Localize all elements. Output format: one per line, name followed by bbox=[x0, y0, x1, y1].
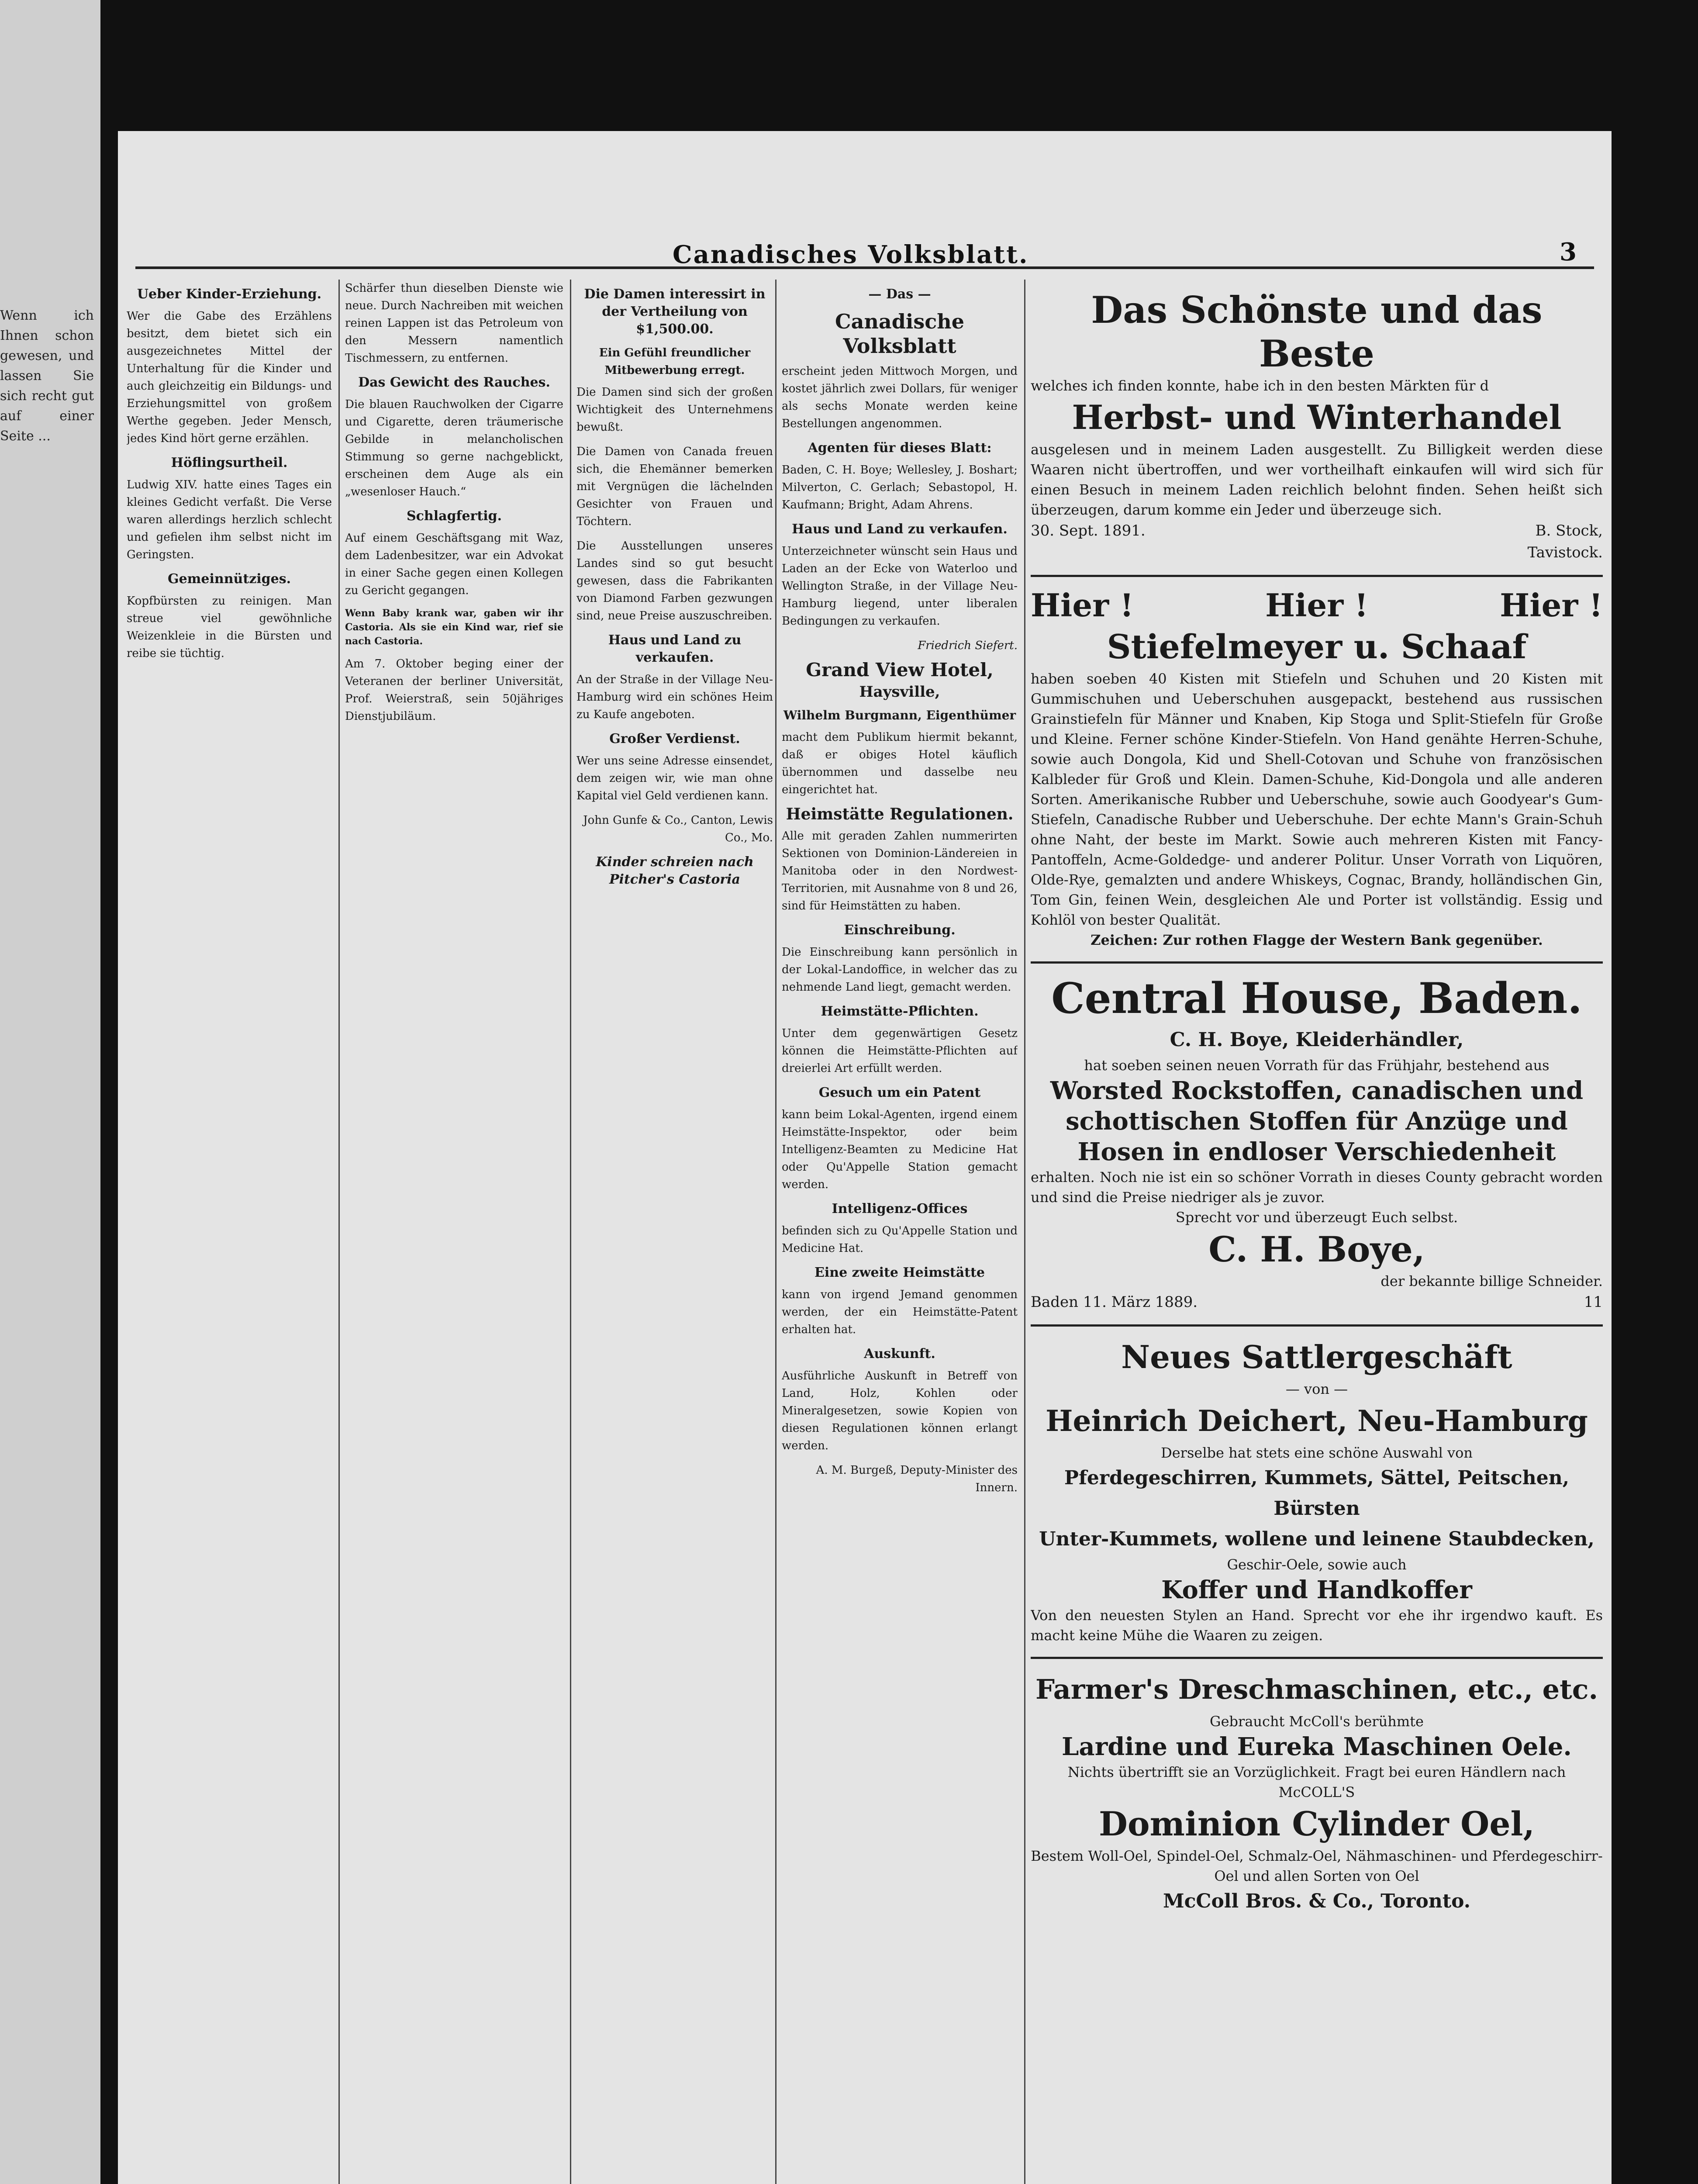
article-body: Ausführliche Auskunft in Betreff von Land, Holz, Kohlen oder Mineralgesetzen, sowie Kopien von diesen Regulationen können erlangt werden. bbox=[782, 1369, 1018, 1452]
ad-name: Heinrich Deichert, Neu-Hamburg bbox=[1046, 1404, 1588, 1438]
article-signature: Friedrich Siefert. bbox=[918, 639, 1018, 652]
section-heading: Eine zweite Heimstätte bbox=[814, 1265, 985, 1280]
column-2 bbox=[345, 280, 563, 2184]
article-body: Auf einem Geschäftsgang mit Waz, dem Ladenbesitzer, war ein Advokat in einer Sache gegen einen Kollegen zu Gericht gegangen. bbox=[345, 532, 563, 597]
ad-place: Tavistock. bbox=[1527, 544, 1603, 561]
ad-sign: Zeichen: Zur rothen Flagge der Western Bank gegenüber. bbox=[1091, 932, 1543, 948]
ad-tagline: der bekannte billige Schneider. bbox=[1380, 1273, 1603, 1289]
article-headline: Großer Verdienst. bbox=[609, 731, 740, 746]
adjacent-page-edge bbox=[0, 0, 100, 2184]
article-subheadline: Ein Gefühl freundlicher Mitbewerbung erregt. bbox=[599, 346, 751, 377]
ad-name: C. H. Boye, bbox=[1208, 1229, 1425, 1270]
section-heading: Intelligenz-Offices bbox=[832, 1201, 968, 1216]
ad-maker: McColl Bros. & Co., Toronto. bbox=[1163, 1890, 1471, 1912]
ad-headline: Beste bbox=[1259, 332, 1374, 375]
ad-text: Gebraucht McColl's berühmte bbox=[1210, 1713, 1424, 1730]
article-headline: Ueber Kinder-Erziehung. bbox=[137, 287, 322, 302]
article-body: kann von irgend Jemand genommen werden, der ein Heimstätte-Patent erhalten hat. bbox=[782, 1288, 1018, 1336]
ad-merchant: C. H. Boye, Kleiderhändler, bbox=[1170, 1029, 1464, 1051]
page-number: 3 bbox=[1560, 238, 1577, 266]
article-headline: Die Damen interessirt in der Vertheilung von $1,500.00. bbox=[584, 287, 766, 337]
article-headline: Das Gewicht des Rauches. bbox=[358, 375, 550, 390]
masthead-box: Canadische Volksblatt bbox=[835, 310, 964, 358]
castoria-footer: Kinder schreien nach Pitcher's Castoria bbox=[596, 854, 754, 887]
ad-product-line: schottischen Stoffen für Anzüge und bbox=[1066, 1107, 1568, 1136]
article-headline: Gemeinnütziges. bbox=[167, 571, 291, 587]
ad-headline: Neues Sattlergeschäft bbox=[1121, 1338, 1512, 1375]
column-3 bbox=[576, 280, 773, 2184]
article-body: Die Einschreibung kann persönlich in der Lokal-Landoffice, in welcher das zu nehmende Land liegt, gemacht werden. bbox=[782, 946, 1018, 994]
hotel-name: Grand View Hotel, bbox=[806, 659, 994, 681]
ad-headline: Herbst- und Winterhandel bbox=[1072, 398, 1562, 437]
article-headline: Heimstätte Regulationen. bbox=[786, 805, 1014, 823]
article-body: Wer die Gabe des Erzählens besitzt, dem bietet sich ein ausgezeichnetes Mittel der Unterhaltung für die Kinder und auch gleichzeitig ein Bildungs- und Erziehungsmittel von großem Werthe gegeben. Jeder Mensch, jedes Kind hört gerne erzählen. bbox=[127, 310, 332, 445]
ad-headline: Das Schönste und das bbox=[1091, 288, 1543, 332]
ad-headline: Farmer's Dreschmaschinen, etc., etc. bbox=[1035, 1673, 1598, 1705]
section-heading: Einschreibung. bbox=[844, 923, 956, 938]
ad-text: hat soeben seinen neuen Vorrath für das Frühjahr, bestehend aus bbox=[1084, 1057, 1550, 1074]
article-body: Wer uns seine Adresse einsendet, dem zeigen wir, wie man ohne Kapital viel Geld verdienen kann. bbox=[576, 754, 773, 802]
hotel-town: Haysville, bbox=[859, 683, 940, 701]
article-body: Die Damen sind sich der großen Wichtigkeit des Unternehmens bewußt. bbox=[576, 386, 773, 434]
column-1 bbox=[127, 280, 332, 2184]
ad-text: Geschir-Oele, sowie auch bbox=[1227, 1556, 1407, 1573]
ad-product-line: Unter-Kummets, wollene und leinene Staubdecken, bbox=[1039, 1528, 1594, 1550]
section-heading: Heimstätte-Pflichten. bbox=[821, 1004, 979, 1019]
ad-product-line: Koffer und Handkoffer bbox=[1161, 1576, 1472, 1604]
ad-text: erhalten. Noch nie ist ein so schöner Vorrath in dieses County gebracht worden und sind die Preise niedriger als je zuvor. bbox=[1031, 1169, 1603, 1206]
ad-cta: Sprecht vor und überzeugt Euch selbst. bbox=[1175, 1209, 1458, 1226]
ad-headline: Stiefelmeyer u. Schaaf bbox=[1107, 627, 1527, 666]
article-headline: Haus und Land zu verkaufen. bbox=[792, 522, 1008, 537]
article-body: kann beim Lokal-Agenten, irgend einem Heimstätte-Inspektor, oder beim Intelligenz-Beamten zu Medicine Hat oder Qu'Appelle Station gemacht werden. bbox=[782, 1108, 1018, 1191]
castoria-notice: Wenn Baby krank war, gaben wir ihr Castoria. Als sie ein Kind war, rief sie nach Castoria. bbox=[345, 608, 563, 647]
ad-text: haben soeben 40 Kisten mit Stiefeln und Schuhen und 20 Kisten mit Gummischuhen und Ueberschuhen ausgepackt, bestehend aus russischen Grainstiefeln für Männer und Knaben, Kip Stoga und Split-Stiefeln für Große und Kleine. Ferner schöne Kinder-Stiefeln. Von Hand genähte Herren-Schuhe, sowie auch Dongola, Kid und Shell-Cotovan und Schuhe von französischen Kalbleder für Groß und Klein. Damen-Schuhe, Kid-Dongola und alle anderen Sorten. Amerikanische Rubber und Ueberschuhe, sowie auch Goodyear's Gum-Stiefeln, Canadische Rubber und Ueberschuhe. Der echte Mann's Grain-Schuh ohne Naht, der beste im Markt. Sowie auch mehreren Kisten mit Fancy-Pantoffeln, Acme-Goldedge- und anderer Politur. Unser Vorrath von Liquören, Olde-Rye, gemalzten und andere Whiskeys, Cognac, Brandy, holländischen Gin, Tom Gin, feinen Wein, desgleichen Ale und Porter ist vollständig. Essig und Kohlöl von bester Qualität. bbox=[1031, 670, 1603, 928]
section-heading: Gesuch um ein Patent bbox=[818, 1085, 981, 1100]
agents-heading: Agenten für dieses Blatt: bbox=[808, 440, 992, 456]
article-body: Unterzeichneter wünscht sein Haus und Laden an der Ecke von Waterloo und Wellington Straße, in der Village Neu-Hamburg liegend, unter liberalen Bedingungen zu verkaufen. bbox=[782, 545, 1018, 628]
article-body: Die blauen Rauchwolken der Cigarre und Cigarette, deren träumerische Gebilde in melancholischen Stimmung so gerne nachgeblickt, erscheinen dem Auge als ein „wesenloser Hauch.“ bbox=[345, 398, 563, 498]
page-header bbox=[135, 240, 1594, 269]
ad-text: Nichts übertrifft sie an Vorzüglichkeit. Fragt bei euren Händlern nach McCOLL'S bbox=[1067, 1764, 1566, 1800]
article-body: Alle mit geraden Zahlen nummerirten Sektionen von Dominion-Ländereien in Manitoba oder in den Nordwest-Territorien, mit Ausnahme von 8 und 26, sind für Heimstätten zu haben. bbox=[782, 829, 1018, 912]
column-rule bbox=[570, 280, 571, 2184]
ad-text: Bestem Woll-Oel, Spindel-Oel, Schmalz-Oel, Nähmaschinen- und Pferdegeschirr-Oel und allen Sorten von Oel bbox=[1031, 1848, 1603, 1884]
article-body: Die Damen von Canada freuen sich, die Ehemänner bemerken mit Vergnügen die lächelnden Gesichter von Frauen und Töchtern. bbox=[576, 445, 773, 528]
column-4 bbox=[782, 280, 1018, 2184]
subscription-info: erscheint jeden Mittwoch Morgen, und kostet jährlich zwei Dollars, für weniger als sechs Monate werden keine Bestellungen angenommen. bbox=[782, 365, 1018, 430]
ad-text: Von den neuesten Stylen an Hand. Sprecht vor ehe ihr irgendwo kauft. Es macht keine Mühe die Waaren zu zeigen. bbox=[1031, 1607, 1603, 1644]
ad-exclamation: Hier ! bbox=[1500, 587, 1603, 624]
article-body: Die Ausstellungen unseres Landes sind so gut besucht gewesen, dass die Fabrikanten von Diamond Farben gezwungen sind, neue Preise auszuschreiben. bbox=[576, 539, 773, 622]
ad-date: 30. Sept. 1891. bbox=[1031, 522, 1146, 539]
ad-product-line: Worsted Rockstoffen, canadischen und bbox=[1050, 1076, 1584, 1105]
article-signature: A. M. Burgeß, Deputy-Minister des Innern. bbox=[816, 1464, 1018, 1494]
article-body: macht dem Publikum hiermit bekannt, daß er obiges Hotel käuflich übernommen und dasselbe neu eingerichtet hat. bbox=[782, 731, 1018, 796]
article-signature: John Gunfe & Co., Canton, Lewis Co., Mo. bbox=[583, 814, 773, 844]
article-headline: Haus und Land zu verkaufen. bbox=[608, 632, 742, 665]
article-body: Kopfbürsten zu reinigen. Man streue viel gewöhnliche Weizenkleie in die Bürsten und reibe sie tüchtig. bbox=[127, 594, 332, 660]
column-rule bbox=[1024, 280, 1025, 2184]
article-body: An der Straße in der Village Neu-Hamburg wird ein schönes Heim zu Kaufe angeboten. bbox=[576, 673, 773, 721]
column-rule bbox=[775, 280, 777, 2184]
ad-date: Baden 11. März 1889. bbox=[1031, 1293, 1198, 1311]
newspaper-title: Canadisches Volksblatt. bbox=[673, 240, 1029, 269]
ad-sattlergeschaeft bbox=[1031, 1327, 1603, 1659]
advertisements-column bbox=[1031, 280, 1603, 2184]
ad-stock bbox=[1031, 280, 1603, 577]
article-body: Schärfer thun dieselben Dienste wie neue. Durch Nachreiben mit weichen reinen Lappen ist das Petroleum von den Messern namentlich Tischmessern, zu entfernen. bbox=[345, 282, 563, 365]
article-body: Am 7. Oktober beging einer der Veteranen der berliner Universität, Prof. Weierstraß, sein 50jähriges Dienstjubiläum. bbox=[345, 657, 563, 723]
ad-stiefelmeyer bbox=[1031, 577, 1603, 964]
ad-exclamation: Hier ! bbox=[1265, 587, 1368, 624]
ad-exclamation: Hier ! bbox=[1031, 587, 1134, 624]
article-body: befinden sich zu Qu'Appelle Station und Medicine Hat. bbox=[782, 1224, 1018, 1255]
ad-product-line: Pferdegeschirren, Kummets, Sättel, Peitschen, Bürsten bbox=[1064, 1467, 1570, 1520]
adjacent-page-text: Wenn ich Ihnen schon gewesen, und lassen Sie sich recht gut auf einer Seite ... bbox=[0, 308, 94, 444]
ad-text: Derselbe hat stets eine schöne Auswahl von bbox=[1161, 1444, 1473, 1461]
ad-product-line: Hosen in endloser Verschiedenheit bbox=[1077, 1137, 1556, 1166]
ad-von: — von — bbox=[1285, 1381, 1348, 1397]
ad-headline: Central House, Baden. bbox=[1051, 974, 1582, 1023]
masthead-prefix: — Das — bbox=[868, 287, 931, 302]
ad-mccoll bbox=[1031, 1659, 1603, 1928]
ad-signer: B. Stock, bbox=[1535, 522, 1603, 539]
ad-number: 11 bbox=[1584, 1293, 1603, 1311]
ad-central-house bbox=[1031, 964, 1603, 1327]
article-body: Unter dem gegenwärtigen Gesetz können die Heimstätte-Pflichten auf dreierlei Art erfüllt werden. bbox=[782, 1027, 1018, 1075]
ad-text: welches ich finden konnte, habe ich in den besten Märkten für d bbox=[1031, 377, 1489, 394]
column-rule bbox=[338, 280, 340, 2184]
ad-text: ausgelesen und in meinem Laden ausgestellt. Zu Billigkeit werden diese Waaren nicht übertroffen, und wer vortheilhaft einkaufen will wird sich für einen Besuch in meinem Laden reichlich belohnt finden. Sehen heißt sich überzeugen, darum komme ein Jeder und überzeuge sich. bbox=[1031, 441, 1603, 518]
ad-product-line: Dominion Cylinder Oel, bbox=[1099, 1804, 1535, 1843]
agents-list: Baden, C. H. Boye; Wellesley, J. Boshart; Milverton, C. Gerlach; Sebastopol, H. Kaufmann; Bright, Adam Ahrens. bbox=[782, 463, 1018, 511]
newspaper-page bbox=[118, 131, 1612, 2184]
ad-product-line: Lardine und Eureka Maschinen Oele. bbox=[1062, 1732, 1572, 1761]
article-body: Ludwig XIV. hatte eines Tages ein kleines Gedicht verfaßt. Die Verse waren allerdings herzlich schlecht und gefielen ihm selbst nicht im Geringsten. bbox=[127, 478, 332, 561]
article-headline: Höflingsurtheil. bbox=[171, 455, 288, 470]
hotel-owner: Wilhelm Burgmann, Eigenthümer bbox=[783, 708, 1016, 722]
article-headline: Schlagfertig. bbox=[406, 508, 502, 524]
section-heading: Auskunft. bbox=[864, 1346, 935, 1362]
